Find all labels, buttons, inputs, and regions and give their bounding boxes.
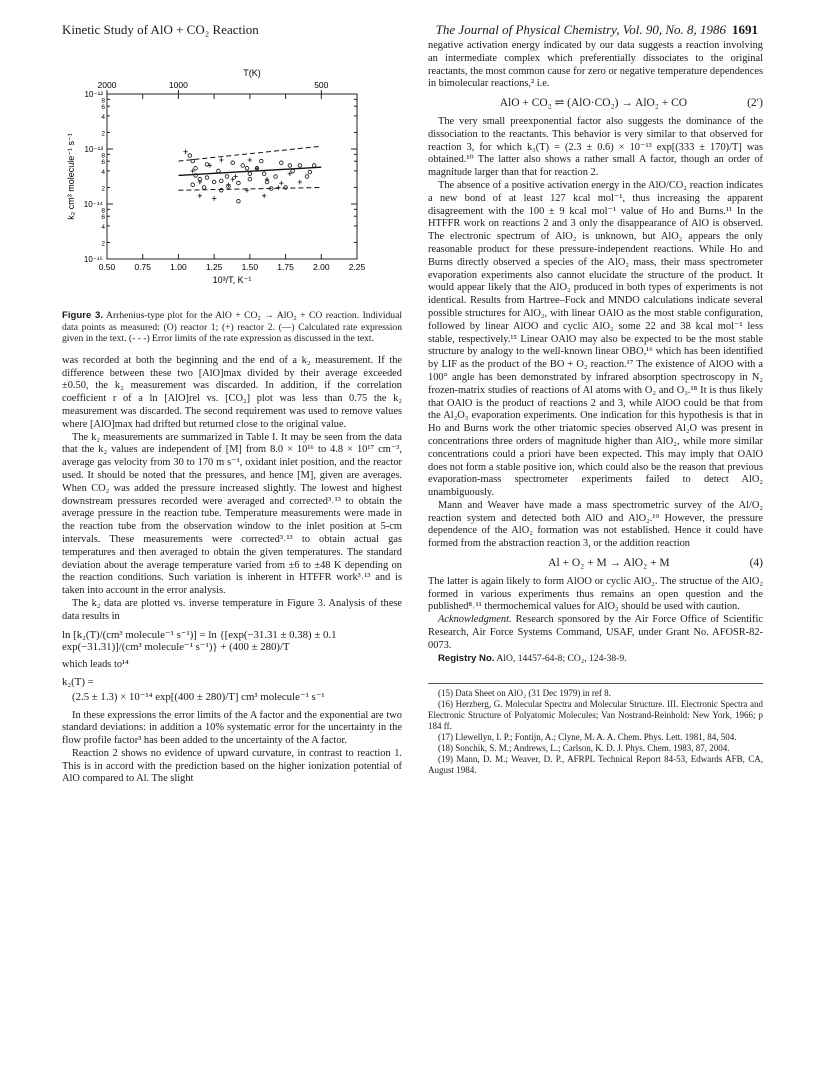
y-tick-label: 10⁻¹² bbox=[84, 90, 103, 99]
x-tick-label: 0.75 bbox=[134, 262, 151, 272]
data-point-reactor-1 bbox=[237, 181, 241, 185]
paragraph: which leads to¹⁴ bbox=[62, 659, 129, 671]
acknowledgment-label: Acknowledgment. bbox=[438, 614, 512, 626]
paragraph: The absence of a positive activation energy in the AlO/CO₂ reaction indicates a new bond of at least 127 kcal mol⁻¹, thus increasing the apparent disagreement with the 100 ± 9 kcal mol⁻¹ value of Ho and Burns.¹¹ In the HTFFR work on reactions 2 and 3 only the disappearance of AlO is observed. The electronic spectrum of AlO₂ is unknown, but AlO₂ appears the only reasonable product for these pressure-independent reactions. While Ho and Burns directly observed a species of the AlO₂ mass, their mass spectrometer evaporation experiments also cannot elucidate the structure of the product. It would appear likely that the AlO₂ produced in both types of experiments is not identical. Results from Hartree–Fock and MNDO calculations indicate several possible structures for AlO₂, with linear OAlO as the most stable configuration, followed by linear AlOO and cyclic AlO₂ some 22 and 38 kcal mol⁻¹ less stable, respectively.¹⁵ Linear OAlO may also be expected to be the most stable structure by analogy to the well-known linear OBO,¹⁶ which has been identified by LIF as the product of the BO + O₂ reaction.¹⁷ The existence of AlOO with a 100° angle has been demonstrated by infrared absorption spectroscopy in N₂ frozen-matrix studies of reactions of Al atoms with O₂ and O₃.¹⁸ It is thus likely that OAlO is the product of reactions 2 and 3, while AlOO could be that from the Al₂O₃ evaporation experiments. One indication for this hypothesis is that in Ho and Burns work the other triatomic species observed Al₂O was present in concentrations three orders of magnitude higher than AlO₂, while more similar concentrations could a priori have been expected. This may imply that OAlO does not form a stable positive ion, which could also be the reason that previous evaporation-mass spectrometer experiments failed to detect AlO₂ unambiguously. bbox=[428, 179, 763, 499]
x-tick-label: 1.50 bbox=[241, 262, 259, 272]
data-point-reactor-1 bbox=[219, 179, 223, 183]
data-point-reactor-1 bbox=[225, 175, 229, 179]
equation-2prime bbox=[428, 97, 763, 110]
paragraph: The k₂ data are plotted vs. inverse temperature in Figure 3. Analysis of these data results in bbox=[62, 597, 402, 622]
data-point-reactor-1 bbox=[205, 176, 209, 180]
paragraph: The k₂ measurements are summarized in Table I. It may be seen from the data that the k₂ values are independent of [M] from 8.0 × 10¹⁶ to 4.8 × 10¹⁷ cm⁻³, average gas velocity from 30 to 170 m s⁻¹, oxidant inlet position, and the reactor used. It should be noted that the pressures, and hence [M], given are averages. When CO₂ was added the pressure increased slightly. The lowest and highest downstream pressures recorded were averaged and corrected³˒¹³ to obtain the average pressure in the reaction tube. Temperature measurements were made in the reaction tube from the observation window to the inlet position at 5-cm intervals. These measurements were corrected³˒¹³ to obtain actual gas temperatures and then averaged to obtain the given temperatures. The standard deviation about the average temperature varied from ±6 to ±48 K depending on the reaction conditions. Such variation is inherent in HTFFR work³˒¹³ and is taken into account in the error analysis. bbox=[62, 431, 402, 597]
top-tick-label: 500 bbox=[314, 80, 329, 90]
equation-4-text: Al + O₂ + M → AlO₂ + M bbox=[548, 557, 670, 570]
arrhenius-plot bbox=[62, 64, 402, 304]
data-point-reactor-1 bbox=[237, 199, 241, 203]
right-column bbox=[428, 40, 763, 776]
data-point-reactor-1 bbox=[212, 180, 216, 184]
data-point-reactor-1 bbox=[231, 161, 235, 165]
x-tick-label: 2.25 bbox=[348, 262, 366, 272]
paragraph: was recorded at both the beginning and the end of a k₂ measurement. If the difference between these two [AlO]max divided by their average exceeded ±0.50, the k₂ measurement was discarded. In addition, if the correlation coefficient r of a ln [AlO]rel vs. [CO₂] plot was less than 0.75 the k₂ measurement was discarded. The second requirement was used to remove values where [AlO]max had drifted but returned close to the original value. bbox=[62, 354, 402, 430]
data-point-reactor-1 bbox=[288, 164, 292, 168]
reference: (16) Herzberg, G. Molecular Spectra and Molecular Structure. III. Electronic Spectra and Electronic Structure of Polyatomic Molecules; Van Nostrand-Reinhold: New York, 1966; p 184 ff. bbox=[428, 699, 763, 732]
y-minor-label: 4 bbox=[101, 168, 105, 176]
registry-text: AlO, 14457-64-8; CO₂, 124-38-9. bbox=[496, 652, 627, 664]
running-header-left: Kinetic Study of AlO + CO₂ Reaction bbox=[62, 22, 259, 37]
equation-k2-rhs: (2.5 ± 1.3) × 10⁻¹⁴ exp[(400 ± 280)/T] cm³ molecule⁻¹ s⁻¹ bbox=[72, 690, 325, 703]
data-point-reactor-1 bbox=[245, 166, 249, 170]
data-point-reactor-1 bbox=[291, 169, 295, 173]
data-point-reactor-2 bbox=[279, 181, 283, 185]
data-point-reactor-2 bbox=[231, 177, 235, 181]
data-point-reactor-1 bbox=[241, 164, 245, 168]
equation-ln: ln [k₂(T)/(cm³ molecule⁻¹ s⁻¹)] = ln {[exp(−31.31 ± 0.38) ± 0.1 exp(−31.31)]/(cm³ molecule⁻¹ s⁻¹)} + (400 ± 280)/T bbox=[62, 628, 337, 654]
figure-label: Figure 3. bbox=[62, 310, 104, 321]
y-tick-label: 10⁻¹³ bbox=[84, 145, 103, 154]
reference: (17) Llewellyn, I. P.; Fontijn, A.; Clyne, M. A. A. Chem. Phys. Lett. 1981, 84, 504. bbox=[438, 732, 737, 743]
y-minor-label: 8 bbox=[101, 97, 105, 105]
page-number: 1691 bbox=[732, 22, 758, 37]
x-tick-label: 1.75 bbox=[277, 262, 294, 272]
y-minor-label: 2 bbox=[101, 185, 105, 193]
data-point-reactor-2 bbox=[233, 174, 237, 178]
top-tick-label: 2000 bbox=[97, 80, 117, 90]
data-point-reactor-2 bbox=[276, 185, 280, 189]
y-minor-label: 6 bbox=[101, 159, 105, 167]
data-point-reactor-1 bbox=[298, 164, 302, 168]
data-point-reactor-2 bbox=[212, 196, 216, 200]
y-minor-label: 2 bbox=[101, 130, 105, 138]
y-tick-label: 10⁻¹⁴ bbox=[83, 200, 103, 209]
x-axis-label: 10³/T, K⁻¹ bbox=[212, 275, 252, 285]
data-point-reactor-2 bbox=[298, 180, 302, 184]
equation-k2-lhs: k₂(T) = bbox=[62, 675, 94, 688]
y-minor-label: 4 bbox=[101, 223, 105, 231]
y-minor-label: 4 bbox=[101, 113, 105, 121]
data-point-reactor-1 bbox=[191, 183, 195, 187]
top-axis-title: T(K) bbox=[243, 68, 261, 78]
data-point-reactor-1 bbox=[248, 172, 252, 176]
data-point-reactor-2 bbox=[198, 194, 202, 198]
data-point-reactor-1 bbox=[191, 159, 195, 163]
data-point-reactor-1 bbox=[284, 186, 288, 190]
paragraph: negative activation energy indicated by our data suggests a reaction involving an intermediate complex which preferentially dissociates to the original reactants, the most common cause for zero or negative temperature dependences in bimolecular reactions,² i.e. bbox=[428, 40, 763, 90]
registry-label: Registry No. bbox=[438, 652, 495, 664]
data-point-reactor-1 bbox=[188, 154, 192, 158]
data-point-reactor-2 bbox=[262, 194, 266, 198]
paragraph: The very small preexponential factor also suggests the dominance of the dissociation to the reactants. This behavior is very similar to that observed for reaction 3, for which k₃(T) = (2.3 ± 0.6) × 10⁻¹³ exp[(333 ± 170)/T] was obtained.¹⁰ The latter also shows a rather small A factor, though an order of magnitude larger than that for reaction 2. bbox=[428, 115, 763, 179]
left-column bbox=[62, 64, 402, 786]
equation-2prime-text: AlO + CO₂ ⇌ (AlO·CO₂) → AlO₂ + CO bbox=[499, 97, 688, 110]
equation-number: (4) bbox=[749, 557, 763, 570]
journal-citation: The Journal of Physical Chemistry, Vol. 90, No. 8, 1986 bbox=[435, 22, 726, 37]
references bbox=[428, 683, 763, 776]
acknowledgment bbox=[428, 614, 763, 652]
x-tick-label: 2.00 bbox=[313, 262, 330, 272]
data-point-reactor-2 bbox=[183, 150, 187, 154]
figure-caption bbox=[62, 310, 402, 345]
figure-3 bbox=[62, 64, 402, 304]
data-point-reactor-2 bbox=[248, 158, 252, 162]
data-point-reactor-2 bbox=[219, 158, 223, 162]
figure-caption-text: Arrhenius-type plot for the AlO + CO₂ → AlO₂ + CO reaction. Individual data points as measured: (O) reactor 1; (+) reactor 2. (—) Calculated rate expression given in the text. (- - -) Error limits of the rate expression as discussed in the text. bbox=[62, 310, 403, 345]
data-point-reactor-1 bbox=[262, 172, 266, 176]
data-point-reactor-1 bbox=[259, 159, 263, 163]
y-tick-label: 10⁻¹⁵ bbox=[83, 255, 103, 264]
y-minor-label: 6 bbox=[101, 214, 105, 222]
running-header-right bbox=[436, 22, 758, 38]
fit-line bbox=[178, 167, 321, 175]
error-limit-lower bbox=[178, 188, 321, 191]
paragraph: In these expressions the error limits of the A factor and the exponential are two standard deviations: in addition a 10% systematic error for the uncertainty in the flow profile factor³ has been added to the uncertainty of the A factor. bbox=[62, 709, 402, 747]
y-minor-label: 6 bbox=[101, 104, 105, 112]
y-axis-label: k₂ cm³ molecule⁻¹ s⁻¹ bbox=[66, 133, 76, 220]
data-point-reactor-2 bbox=[208, 163, 212, 167]
data-point-reactor-1 bbox=[202, 186, 206, 190]
paragraph: Mann and Weaver have made a mass spectrometric survey of the Al/O₂ reaction system and detected both AlO and AlO₂.¹⁹ However, the pressure dependence of the AlO₂ formation was not established. Hence it could have formed from the abstraction reaction 3, or the addition reaction bbox=[428, 499, 763, 550]
equation-4 bbox=[428, 557, 763, 570]
top-tick-label: 1000 bbox=[168, 80, 188, 90]
reference: (15) Data Sheet on AlO₂ (31 Dec 1979) in ref 8. bbox=[438, 688, 611, 699]
data-point-reactor-1 bbox=[308, 170, 312, 174]
paragraph: Reaction 2 shows no evidence of upward curvature, in contrast to reaction 1. This is in accord with the prediction based on the higher ionization potential of AlO compared to Al. The slight bbox=[62, 747, 402, 785]
paragraph: The latter is again likely to form AlOO or cyclic AlO₂. The structue of the AlO₂ formed in various experiments thus remains an open question and the published⁸˒¹¹ thermochemical values for AlO₂ should be used with caution. bbox=[428, 575, 763, 613]
x-tick-label: 0.50 bbox=[98, 262, 116, 272]
y-minor-label: 8 bbox=[101, 207, 105, 215]
equation-number: (2′) bbox=[747, 97, 763, 110]
acknowledgment-text: Research sponsored by the Air Force Office of Scientific Research, Air Force Systems Command, USAF, under Grant No. AFOSR-82-0073. bbox=[428, 614, 763, 651]
data-point-reactor-1 bbox=[312, 164, 316, 168]
data-point-reactor-1 bbox=[279, 161, 283, 165]
plot-frame bbox=[107, 94, 357, 259]
x-tick-label: 1.25 bbox=[205, 262, 223, 272]
data-point-reactor-1 bbox=[305, 175, 309, 179]
reference: (18) Sonchik, S. M.; Andrews, L.; Carlson, K. D. J. Phys. Chem. 1983, 87, 2004. bbox=[438, 743, 730, 754]
registry-numbers bbox=[428, 653, 763, 666]
y-minor-label: 2 bbox=[101, 240, 105, 248]
data-point-reactor-1 bbox=[194, 166, 198, 170]
x-tick-label: 1.00 bbox=[170, 262, 187, 272]
data-point-reactor-1 bbox=[217, 169, 221, 173]
data-point-reactor-1 bbox=[274, 175, 278, 179]
reference: (19) Mann, D. M.; Weaver, D. P., AFRPL Technical Report 84-53, Edwards AFB, CA, August 1984. bbox=[428, 754, 763, 776]
y-minor-label: 8 bbox=[101, 152, 105, 160]
data-point-reactor-1 bbox=[248, 177, 252, 181]
